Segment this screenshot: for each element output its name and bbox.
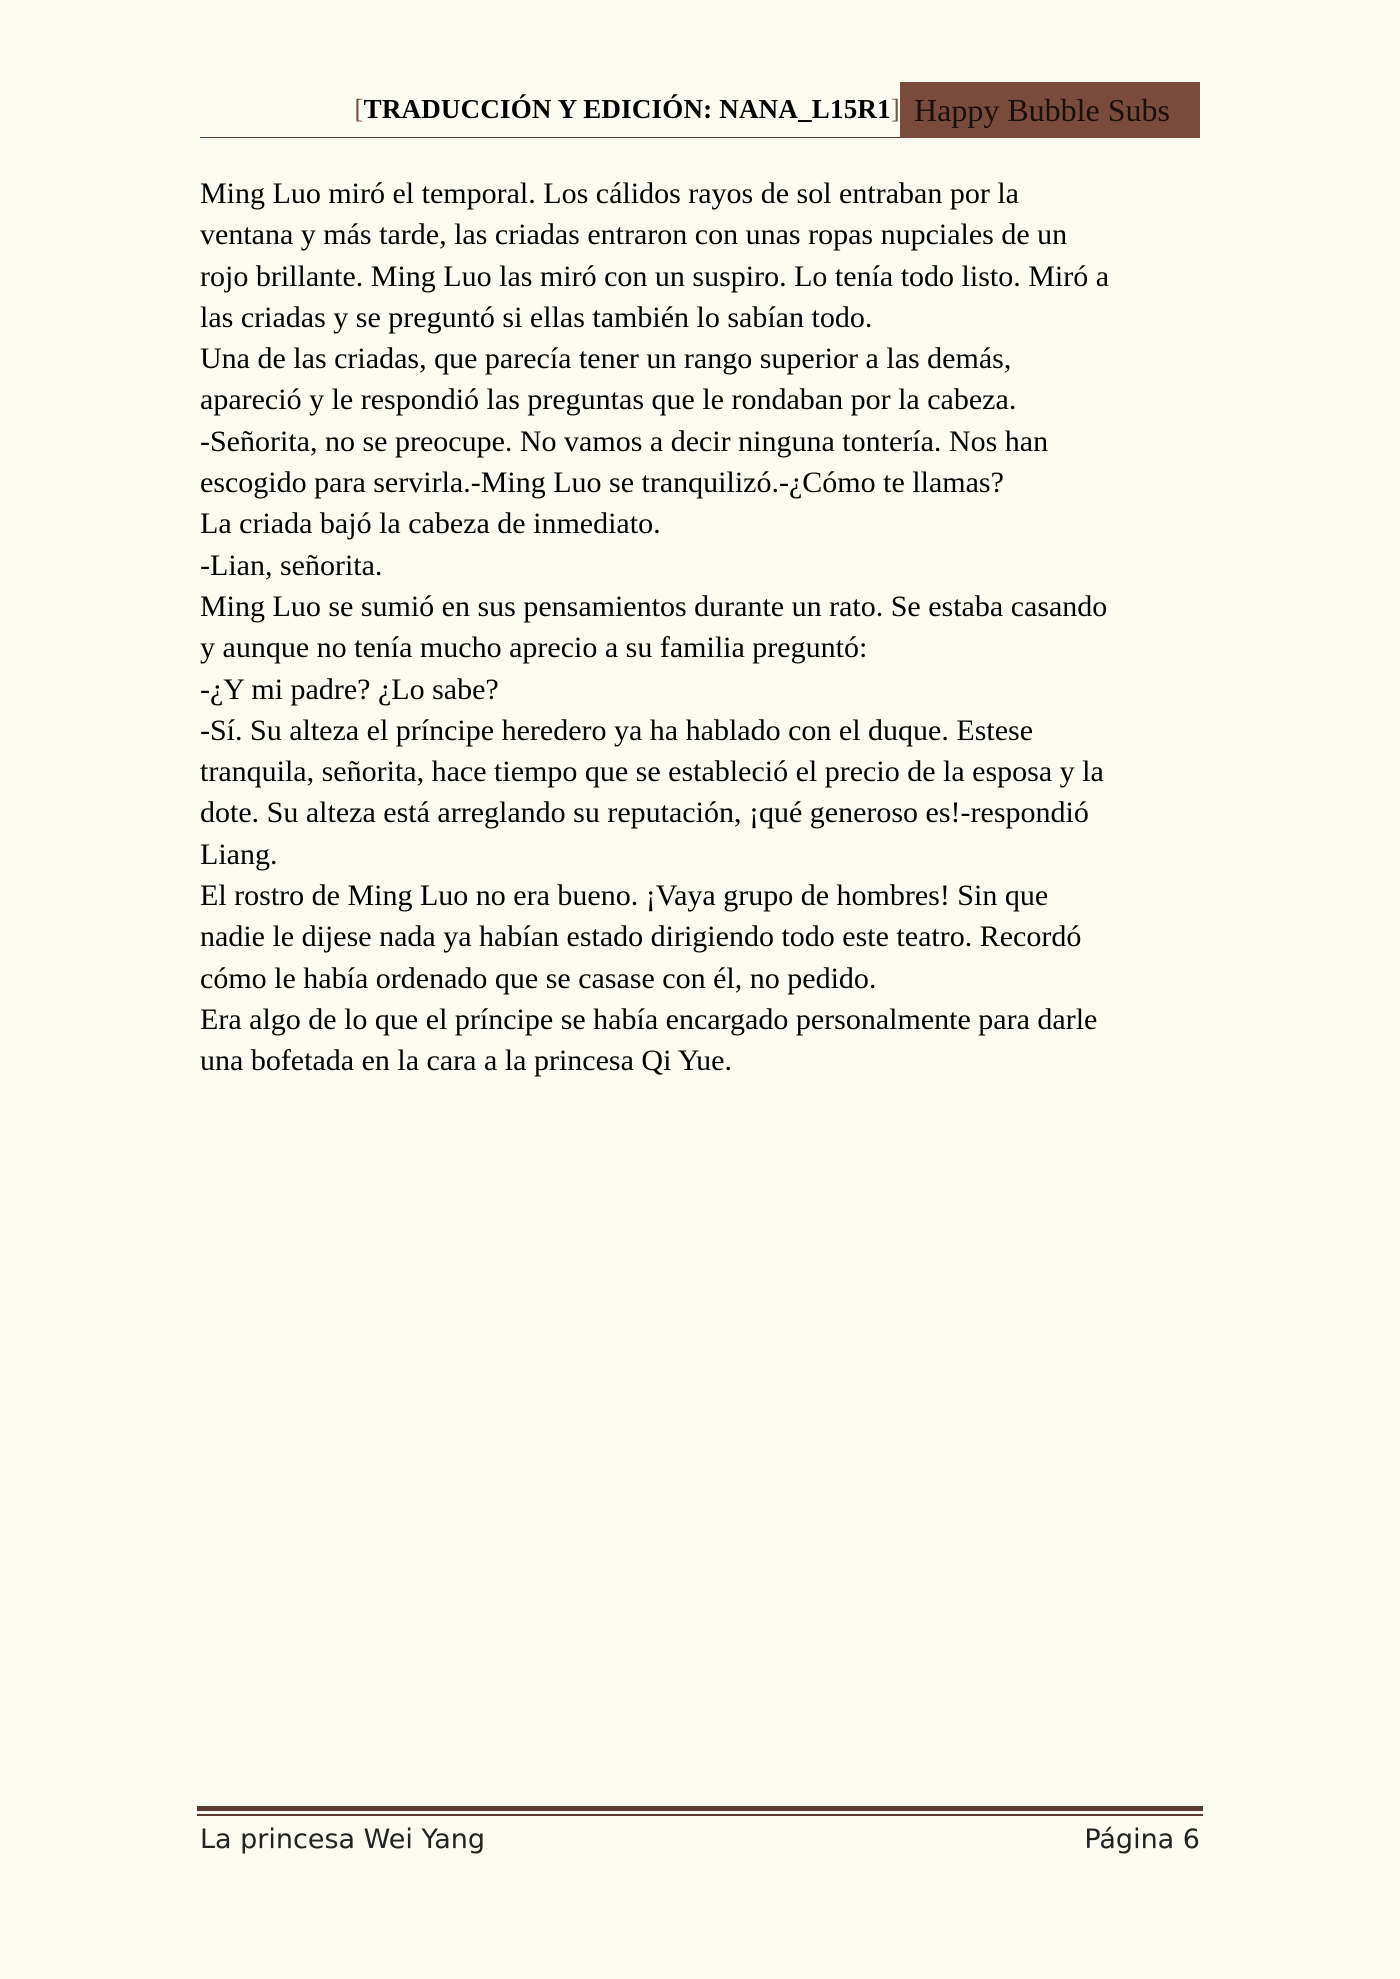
text-line: cómo le había ordenado que se casase con él, no pedido. [200, 961, 877, 995]
text-line: y aunque no tenía mucho aprecio a su familia preguntó: [200, 631, 868, 665]
header-badge: Happy Bubble Subs [900, 82, 1200, 138]
page-header [200, 82, 1200, 138]
footer-rule-thin [197, 1814, 1203, 1816]
footer-page-number: Página 6 [1084, 1824, 1200, 1855]
text-line: tranquila, señorita, hace tiempo que se estableció el precio de la esposa y la [200, 755, 1104, 789]
text-line: apareció y le respondió las preguntas que le rondaban por la cabeza. [200, 383, 1017, 417]
header-bracket-open: [ [354, 94, 364, 124]
text-line: nadie le dijese nada ya habían estado dirigiendo todo este teatro. Recordó [200, 920, 1082, 954]
text-line: -Señorita, no se preocupe. No vamos a decir ninguna tontería. Nos han [200, 424, 1049, 458]
text-line: escogido para servirla.-Ming Luo se tranquilizó.-¿Cómo te llamas? [200, 466, 1004, 500]
text-line: dote. Su alteza está arreglando su reputación, ¡qué generoso es!-respondió [200, 796, 1089, 830]
text-line: -Sí. Su alteza el príncipe heredero ya ha hablado con el duque. Estese [200, 713, 1034, 747]
footer-rule-thick [197, 1806, 1203, 1811]
header-title-area [200, 82, 900, 138]
header-bracket-close: ] [890, 94, 900, 124]
body-text [200, 173, 1200, 1082]
text-line: -Lian, señorita. [200, 548, 383, 582]
footer-book-title: La princesa Wei Yang [200, 1824, 486, 1855]
header-rule [200, 137, 900, 139]
text-line: Ming Luo miró el temporal. Los cálidos rayos de sol entraban por la [200, 177, 1019, 210]
text-line: Liang. [200, 837, 278, 871]
text-line: una bofetada en la cara a la princesa Qi Yue. [200, 1044, 732, 1078]
text-line: Ming Luo se sumió en sus pensamientos durante un rato. Se estaba casando [200, 589, 1108, 623]
header-title-text: TRADUCCIÓN Y EDICIÓN: NANA_L15R1 [363, 94, 891, 124]
text-line: La criada bajó la cabeza de inmediato. [200, 507, 661, 541]
text-line: rojo brillante. Ming Luo las miró con un suspiro. Lo tenía todo listo. Miró a [200, 259, 1110, 293]
text-line: Una de las criadas, que parecía tener un rango superior a las demás, [200, 342, 1012, 376]
header-title [354, 96, 900, 123]
text-line: Era algo de lo que el príncipe se había encargado personalmente para darle [200, 1002, 1098, 1036]
text-line: las criadas y se preguntó si ellas también lo sabían todo. [200, 300, 873, 334]
text-line: ventana y más tarde, las criadas entraron con unas ropas nupciales de un [200, 218, 1068, 252]
text-line: -¿Y mi padre? ¿Lo sabe? [200, 672, 499, 706]
text-line: El rostro de Ming Luo no era bueno. ¡Vaya grupo de hombres! Sin que [200, 879, 1049, 913]
